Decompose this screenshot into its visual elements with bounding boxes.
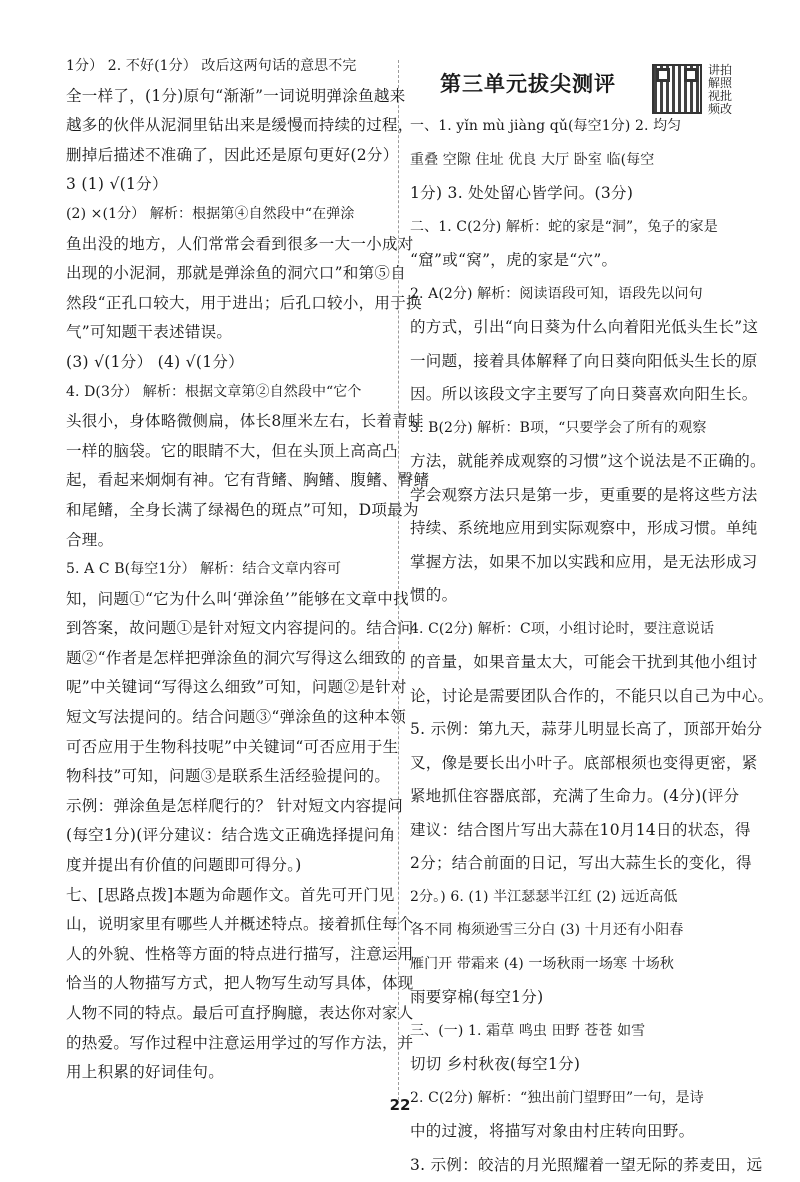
right-column-line: 持续、系统地应用到实际观察中，形成习惯。单纯	[410, 512, 736, 546]
left-column-line: 的热爱。写作过程中注意运用学过的写作方法，并	[66, 1029, 388, 1059]
left-column	[66, 52, 388, 1088]
right-column-line: 5. 示例：第九天，蒜芽儿明显长高了，顶部开始分	[410, 713, 736, 747]
left-column-line: 5. A C B(每空1分） 解析：结合文章内容可	[66, 555, 388, 585]
right-column	[410, 52, 736, 1182]
left-column-line: 合理。	[66, 526, 388, 556]
right-column-line: 2分；结合前面的日记，写出大蒜生长的变化，得	[410, 847, 736, 881]
right-column-line: 雨要穿棉(每空1分)	[410, 981, 736, 1015]
right-column-line: 中的过渡，将描写对象由村庄转向田野。	[410, 1115, 736, 1149]
right-column-line: 论，讨论是需要团队合作的，不能只以自己为中心。	[410, 680, 736, 714]
right-column-line: 惯的。	[410, 579, 736, 613]
page-number: 22	[0, 1096, 800, 1114]
left-column-line: 出现的小泥洞，那就是弹涂鱼的洞穴口”和第⑤自	[66, 259, 388, 289]
right-column-line: 二、1. C(2分) 解析：蛇的家是“洞”，兔子的家是	[410, 211, 736, 245]
right-column-line: 的音量，如果音量太大，可能会干扰到其他小组讨	[410, 646, 736, 680]
right-column-line: “窟”或“窝”，虎的家是“穴”。	[410, 244, 736, 278]
left-column-line: 然段“正孔口较大，用于进出；后孔口较小，用于换	[66, 289, 388, 319]
left-column-line: 度并提出有价值的问题即可得分。)	[66, 851, 388, 881]
left-column-line: 示例：弹涂鱼是怎样爬行的？ 针对短文内容提问	[66, 792, 388, 822]
qr-label: 讲拍解照视批频改	[708, 64, 738, 116]
unit-header	[410, 52, 736, 110]
left-column-line: 一样的脑袋。它的眼睛不大，但在头顶上高高凸	[66, 437, 388, 467]
left-column-line: (3) √(1分） (4) √(1分）	[66, 348, 388, 378]
left-column-line: 鱼出没的地方，人们常常会看到很多一大一小成对	[66, 230, 388, 260]
right-column-line: 3. B(2分) 解析：B项，“只要学会了所有的观察	[410, 412, 736, 446]
right-column-line: 的方式，引出“向日葵为什么向着阳光低头生长”这	[410, 311, 736, 345]
left-column-line: 和尾鳍，全身长满了绿褐色的斑点”可知，D项最为	[66, 496, 388, 526]
left-column-line: 物科技”可知，问题③是联系生活经验提问的。	[66, 762, 388, 792]
left-column-line: 可否应用于生物科技呢”中关键词“可否应用于生	[66, 733, 388, 763]
left-column-line: 头很小，身体略微侧扁，体长8厘米左右，长着青蛙	[66, 407, 388, 437]
right-column-line: 掌握方法，如果不加以实践和应用，是无法形成习	[410, 546, 736, 580]
right-column-line: 切切 乡村秋夜(每空1分)	[410, 1048, 736, 1082]
left-column-line: (2) ×(1分） 解析：根据第④自然段中“在弹涂	[66, 200, 388, 230]
left-column-line: 人物不同的特点。最后可直抒胸臆，表达你对家人	[66, 999, 388, 1029]
right-column-body	[410, 110, 736, 1182]
left-column-line: 3 (1) √(1分）	[66, 170, 388, 200]
left-column-line: 题②“作者是怎样把弹涂鱼的洞穴写得这么细致的	[66, 644, 388, 674]
left-column-line: 山，说明家里有哪些人并概述特点。接着抓住每个	[66, 910, 388, 940]
left-column-line: 恰当的人物描写方式，把人物写生动写具体，体现	[66, 969, 388, 999]
left-column-line: 到答案，故问题①是针对短文内容提问的。结合问	[66, 614, 388, 644]
right-column-line: 1分) 3. 处处留心皆学问。(3分)	[410, 177, 736, 211]
left-column-line: 呢”中关键词“写得这么细致”可知，问题②是针对	[66, 673, 388, 703]
right-column-line: 建议：结合图片写出大蒜在10月14日的状态，得	[410, 814, 736, 848]
right-column-line: 三、(一) 1. 霜草 鸣虫 田野 苍苍 如雪	[410, 1015, 736, 1049]
left-column-line: 1分） 2. 不好(1分） 改后这两句话的意思不完	[66, 52, 388, 82]
left-column-line: 七、[思路点拨]本题为命题作文。首先可开门见	[66, 881, 388, 911]
right-column-line: 4. C(2分) 解析：C项，小组讨论时，要注意说话	[410, 613, 736, 647]
qr-code-icon[interactable]	[652, 64, 702, 114]
left-column-line: 短文写法提问的。结合问题③“弹涂鱼的这种本领	[66, 703, 388, 733]
right-column-line: 各不同 梅须逊雪三分白 (3) 十月还有小阳春	[410, 914, 736, 948]
right-column-line: 3. 示例：皎洁的月光照耀着一望无际的荞麦田，远	[410, 1149, 736, 1182]
right-column-line: 方法，就能养成观察的习惯”这个说法是不正确的。	[410, 445, 736, 479]
unit-title: 第三单元拔尖测评	[440, 68, 616, 98]
right-column-line: 2分。) 6. (1) 半江瑟瑟半江红 (2) 远近高低	[410, 881, 736, 915]
right-column-line: 2. A(2分) 解析：阅读语段可知，语段先以问句	[410, 278, 736, 312]
left-column-line: 全一样了，(1分)原句“渐渐”一词说明弹涂鱼越来	[66, 82, 388, 112]
column-divider	[398, 60, 399, 1100]
right-column-line: 学会观察方法只是第一步，更重要的是将这些方法	[410, 479, 736, 513]
left-column-line: 删掉后描述不准确了，因此还是原句更好(2分）	[66, 141, 388, 171]
left-column-line: (每空1分)(评分建议：结合选文正确选择提问角	[66, 821, 388, 851]
left-column-line: 起，看起来炯炯有神。它有背鳍、胸鳍、腹鳍、臀鳍	[66, 466, 388, 496]
left-column-line: 知，问题①“它为什么叫‘弹涂鱼’”能够在文章中找	[66, 585, 388, 615]
right-column-line: 叉，像是要长出小叶子。底部根须也变得更密，紧	[410, 747, 736, 781]
left-column-line: 越多的伙伴从泥洞里钻出来是缓慢而持续的过程，	[66, 111, 388, 141]
right-column-line: 雁门开 带霜来 (4) 一场秋雨一场寒 十场秋	[410, 948, 736, 982]
right-column-line: 重叠 空隙 住址 优良 大厅 卧室 临(每空	[410, 144, 736, 178]
right-column-line: 紧地抓住容器底部，充满了生命力。(4分)(评分	[410, 780, 736, 814]
left-column-line: 人的外貌、性格等方面的特点进行描写，注意运用	[66, 940, 388, 970]
right-column-line: 一、1. yǐn mù jiàng qǔ(每空1分) 2. 均匀	[410, 110, 736, 144]
left-column-line: 气”可知题干表述错误。	[66, 318, 388, 348]
right-column-line: 一问题，接着具体解释了向日葵向阳低头生长的原	[410, 345, 736, 379]
right-column-line: 因。所以该段文字主要写了向日葵喜欢向阳生长。	[410, 378, 736, 412]
left-column-line: 用上积累的好词佳句。	[66, 1058, 388, 1088]
right-column-line: 2. C(2分) 解析：“独出前门望野田”一句，是诗	[410, 1082, 736, 1116]
left-column-line: 4. D(3分） 解析：根据文章第②自然段中“它个	[66, 378, 388, 408]
